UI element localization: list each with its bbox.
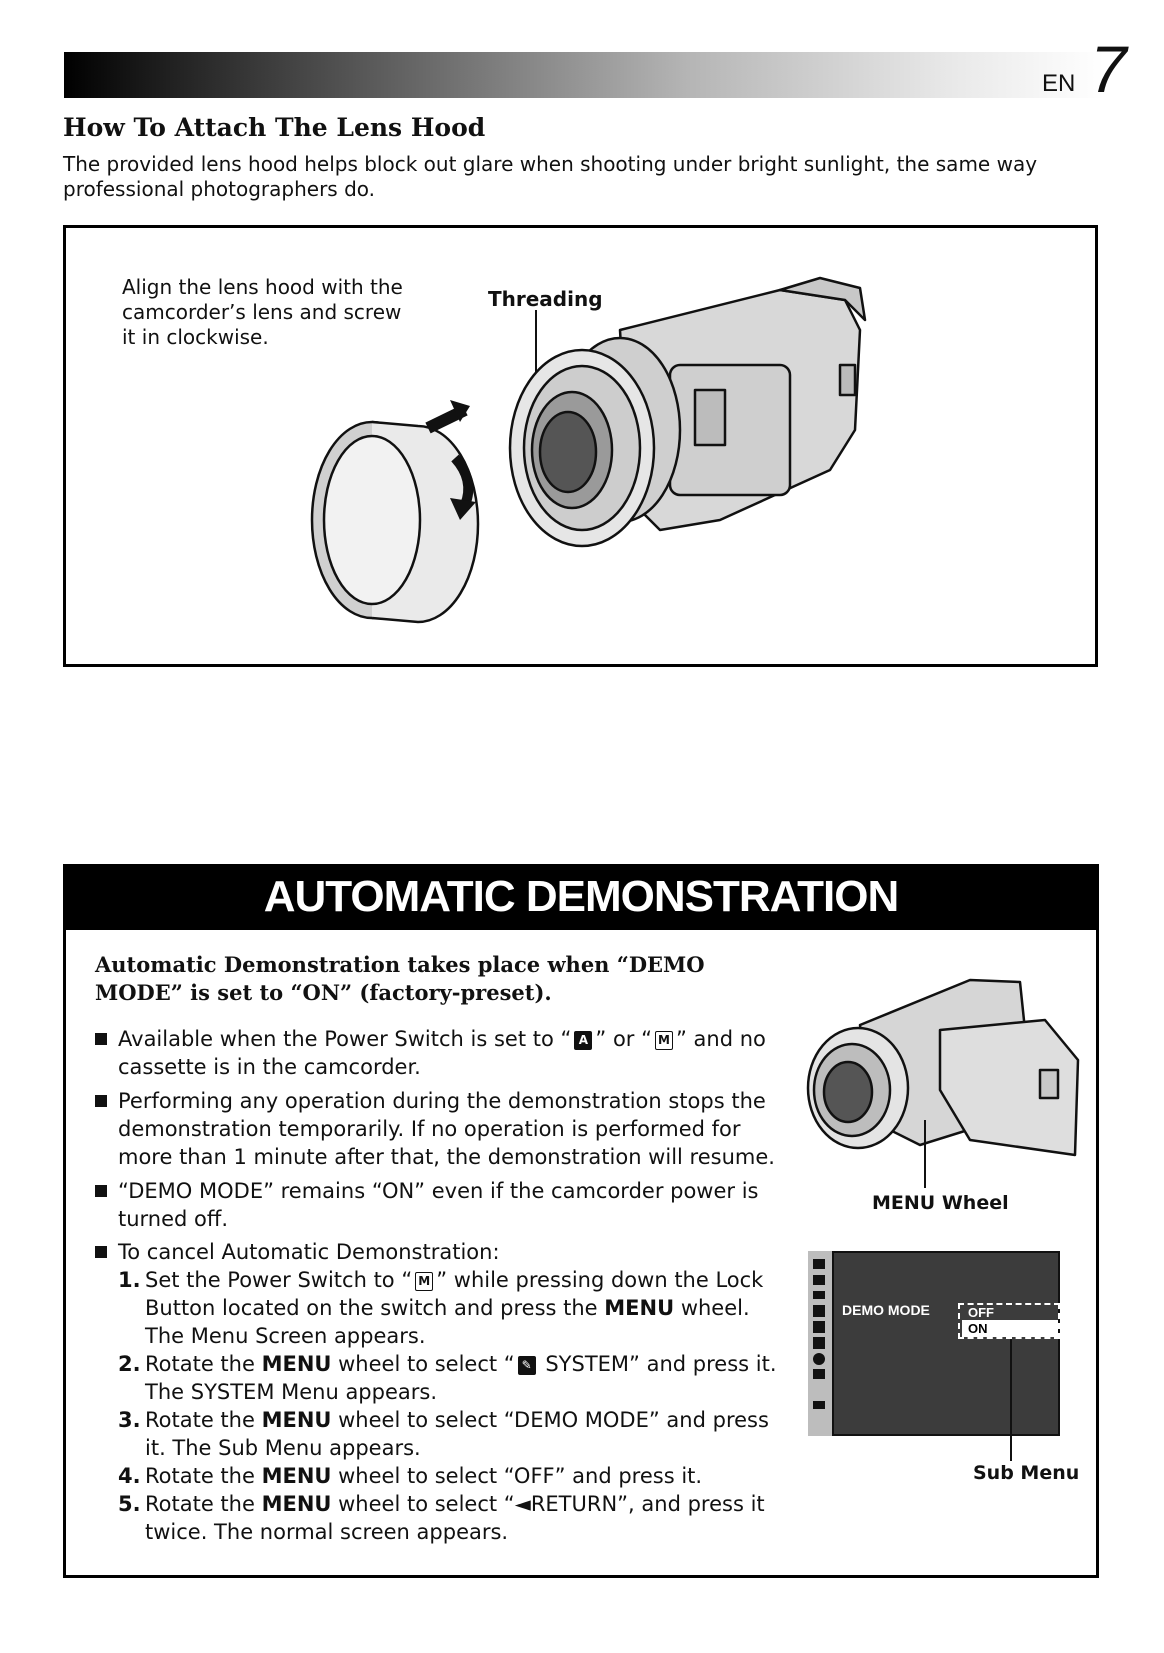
step-text: ” while pressing down the Lock Button located on the switch and press the <box>145 1268 764 1320</box>
bullet-item <box>95 1238 775 1266</box>
sub-menu-highlight <box>958 1303 1060 1339</box>
bullet-text: “DEMO MODE” remains “ON” even if the camcorder power is turned off. <box>118 1179 759 1231</box>
bullet-square-icon <box>95 1246 107 1258</box>
step-text: Rotate the <box>145 1352 262 1376</box>
clock-menu-icon <box>813 1353 825 1365</box>
step-number: 4. <box>118 1464 141 1488</box>
camcorder-menu-wheel-illustration <box>800 970 1090 1190</box>
demo-mode-menu-item: DEMO MODE <box>842 1302 930 1318</box>
menu-icon-strip <box>808 1251 834 1436</box>
bullet-text: Performing any operation during the demonstration stops the demonstration temporarily. If no operation is performed for more than 1 minute after that, the demonstration will resume. <box>118 1089 775 1169</box>
auto-mode-icon: A <box>574 1031 592 1050</box>
page-number: 7 <box>1090 32 1127 106</box>
step-text: wheel to select “◄RETURN”, and press it twice. The normal screen appears. <box>145 1492 765 1544</box>
bullet-square-icon <box>95 1185 107 1197</box>
step-text: SYSTEM” and press it. The SYSTEM Menu appears. <box>145 1352 777 1404</box>
step-text: Set the Power Switch to “ <box>145 1268 413 1292</box>
step-text: wheel. The Menu Screen appears. <box>145 1296 750 1348</box>
display-menu-icon <box>813 1259 825 1269</box>
step-text: Rotate the <box>145 1492 262 1516</box>
step-text: Rotate the <box>145 1408 262 1432</box>
step-number: 1. <box>118 1268 141 1292</box>
system-menu-icon: ✎ <box>518 1356 536 1375</box>
menu-icons <box>808 1251 830 1431</box>
language-label: EN <box>1042 70 1076 97</box>
section-title: How To Attach The Lens Hood <box>63 113 486 142</box>
bullet-item <box>95 1177 775 1233</box>
bullet-text: ” and no cassette is in the camcorder. <box>118 1027 766 1079</box>
step-number: 2. <box>118 1352 141 1376</box>
camera-menu-icon <box>813 1275 825 1285</box>
menu-keyword: MENU <box>261 1464 332 1488</box>
bullet-square-icon <box>95 1095 107 1107</box>
sub-menu-option-on: ON <box>962 1320 1058 1337</box>
menu-keyword: MENU <box>261 1352 332 1376</box>
bullet-square-icon <box>95 1033 107 1045</box>
menu-keyword: MENU <box>604 1296 675 1320</box>
bullet-text: Available when the Power Switch is set to “ <box>118 1027 572 1051</box>
menu-keyword: MENU <box>261 1408 332 1432</box>
step-number: 5. <box>118 1492 141 1516</box>
step-text: wheel to select “ <box>331 1352 515 1376</box>
sub-menu-option-off: OFF <box>968 1305 994 1320</box>
bullet-text: ” or “ <box>595 1027 652 1051</box>
photo-menu-icon <box>813 1369 825 1379</box>
bullet-item <box>95 1025 775 1081</box>
step-item <box>118 1406 788 1462</box>
step-text: Rotate the <box>145 1464 262 1488</box>
bullet-item <box>95 1087 775 1171</box>
step-text: wheel to select “OFF” and press it. <box>331 1464 703 1488</box>
tape-menu-icon <box>813 1291 825 1299</box>
menu-screen <box>808 1251 1060 1436</box>
sub-menu-label: Sub Menu <box>973 1462 1080 1484</box>
camcorder-lens-hood-illustration <box>300 270 880 650</box>
auto-mode-icon <box>813 1305 825 1317</box>
threading-label: Threading <box>488 287 603 311</box>
menu-wheel-label: MENU Wheel <box>872 1192 1009 1214</box>
demo-intro: Automatic Demonstration takes place when “DEMO MODE” is set to “ON” (factory-preset). <box>95 952 705 1005</box>
section-intro: The provided lens hood helps block out glare when shooting under bright sunlight, the same way professional photographers do. <box>63 152 1038 201</box>
menu-keyword: MENU <box>261 1492 332 1516</box>
manual-mode-icon: M <box>415 1272 433 1291</box>
step-item <box>118 1462 788 1490</box>
step-item <box>118 1266 788 1350</box>
figure-caption: Align the lens hood with the camcorder’s lens and screw it in clockwise. <box>122 275 403 349</box>
step-number: 3. <box>118 1408 141 1432</box>
step-item <box>118 1350 788 1406</box>
step-text: wheel to select “DEMO MODE” and press it. The Sub Menu appears. <box>145 1408 769 1460</box>
sub-menu-leader-line <box>1010 1339 1012 1461</box>
return-icon <box>813 1401 825 1409</box>
manual-mode-icon <box>813 1321 825 1333</box>
header-gradient-bar <box>64 52 1104 98</box>
step-item <box>118 1490 788 1546</box>
bullet-text: To cancel Automatic Demonstration: <box>118 1240 500 1264</box>
system-menu-icon <box>813 1337 825 1349</box>
demo-banner-title: AUTOMATIC DEMONSTRATION <box>63 864 1099 930</box>
manual-mode-icon: M <box>655 1031 673 1050</box>
